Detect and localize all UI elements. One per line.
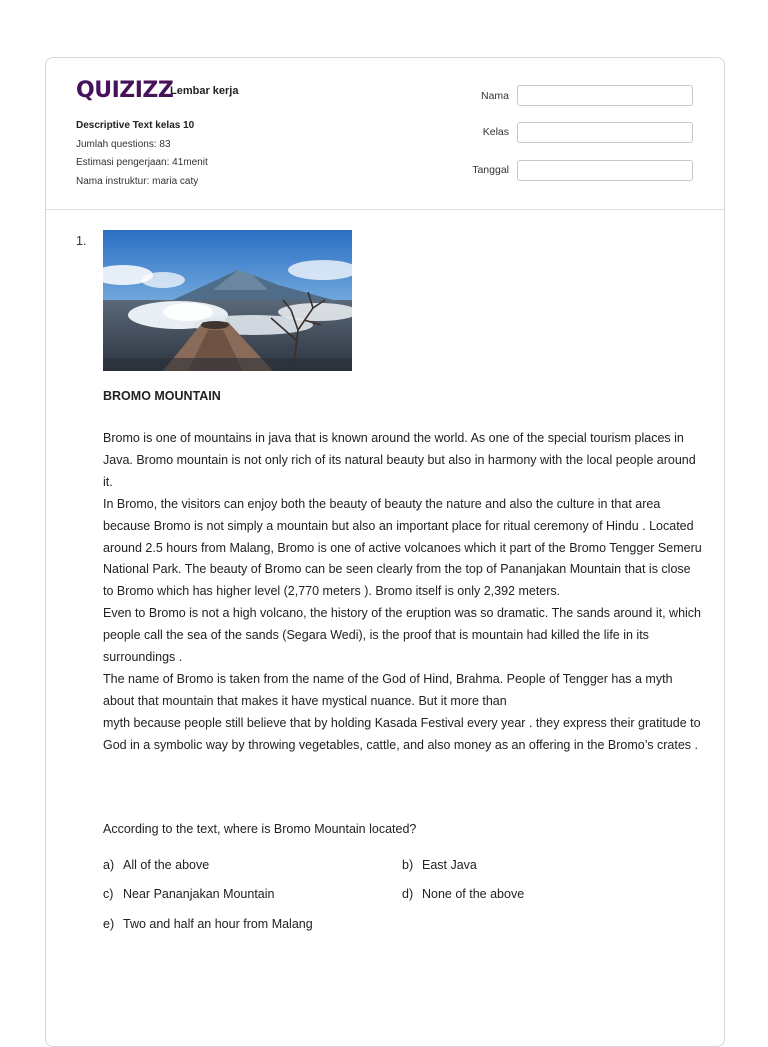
option-e[interactable] <box>103 917 313 931</box>
class-field[interactable] <box>517 122 693 143</box>
quizizz-logo: QUIZIZZ <box>76 78 174 103</box>
option-letter: a) <box>103 858 115 872</box>
passage-paragraph: myth because people still believe that by holding Kasada Festival every year . they express their gratitude to God in a symbolic way by throwing vegetables, cattle, and also money as an offering in the Bromo’s crates . <box>103 715 701 752</box>
mountain-photo <box>103 230 352 371</box>
option-b[interactable] <box>402 858 477 872</box>
name-field[interactable] <box>517 85 693 106</box>
question-number: 1. <box>76 234 87 248</box>
passage-paragraph: In Bromo, the visitors can enjoy both the beauty of beauty the nature and also the culture in that area because Bromo is not simply a mountain but also an important place for ritual ceremony of Hindu . Located around 2.5 hours from Malang, Bromo is one of active volcanoes which it part of the Bromo Tengger Semeru National Park. The beauty of Bromo can be seen clearly from the top of Pananjakan Mountain that is close to Bromo which has higher level (2,770 meters ). Bromo itself is only 2,392 meters. <box>103 496 702 599</box>
option-text: None of the above <box>422 887 525 901</box>
date-field[interactable] <box>517 160 693 181</box>
passage-paragraph: Even to Bromo is not a high volcano, the history of the eruption was so dramatic. The sands around it, which people call the sea of the sands (Segara Wedi), is the proof that is mountain had killed the life in its surroundings . <box>103 606 702 665</box>
option-letter: c) <box>103 887 114 901</box>
option-text: East Java <box>422 858 477 872</box>
class-label: Kelas <box>482 126 509 138</box>
worksheet-page <box>45 57 725 1047</box>
worksheet-header <box>46 58 724 210</box>
question-prompt: According to the text, where is Bromo Mountain located? <box>103 822 417 836</box>
passage-paragraph: Bromo is one of mountains in java that is known around the world. As one of the special tourism places in Java. Bromo mountain is not only rich of its natural beauty but also in harmony with the local people around it. <box>103 431 696 489</box>
questions-count: Jumlah questions: 83 <box>76 138 171 150</box>
passage-title: BROMO MOUNTAIN <box>103 389 221 403</box>
instructor-name: Nama instruktur: maria caty <box>76 175 199 187</box>
option-c[interactable] <box>103 887 275 901</box>
option-text: All of the above <box>123 858 210 872</box>
option-a[interactable] <box>103 858 209 872</box>
option-text: Two and half an hour from Malang <box>123 917 313 931</box>
option-letter: e) <box>103 917 115 931</box>
option-letter: b) <box>402 858 414 872</box>
date-label: Tanggal <box>472 164 509 176</box>
passage-paragraph: The name of Bromo is taken from the name of the God of Hind, Brahma. People of Tengger has a myth about that mountain that makes it have mystical nuance. But it more than <box>103 671 673 708</box>
option-letter: d) <box>402 887 414 901</box>
worksheet-meta <box>76 117 208 191</box>
worksheet-title: Descriptive Text kelas 10 <box>76 120 195 131</box>
name-label: Nama <box>480 90 509 102</box>
time-estimate: Estimasi pengerjaan: 41menit <box>76 157 208 168</box>
option-d[interactable] <box>402 887 524 901</box>
sheet-kind-label: Lembar kerja <box>170 85 239 97</box>
option-text: Near Pananjakan Mountain <box>123 887 275 901</box>
reading-passage <box>103 428 703 757</box>
